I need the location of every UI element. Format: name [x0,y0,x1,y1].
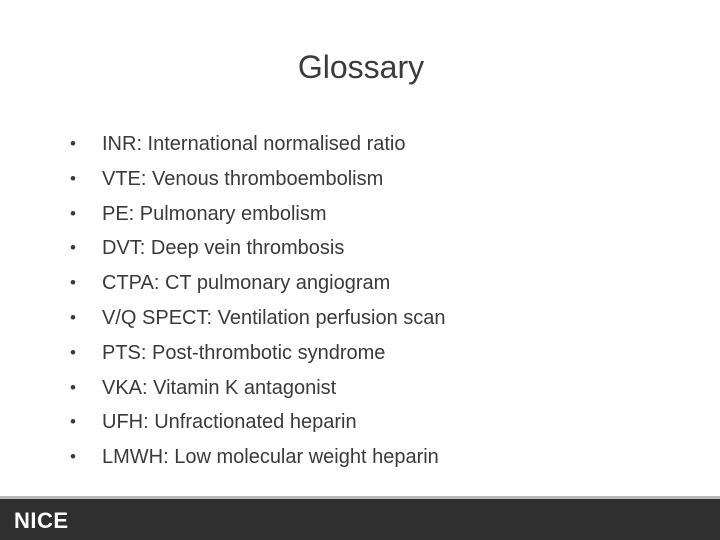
glossary-item-text: PE: Pulmonary embolism [102,202,327,225]
glossary-item-text: INR: International normalised ratio [102,133,406,155]
glossary-item-text: DVT: Deep vein thrombosis [102,237,345,260]
glossary-item-text: CTPA: CT pulmonary angiogram [102,272,391,295]
bullet-icon: • [70,342,76,362]
slide-title: Glossary [297,49,425,85]
glossary-item-text: V/Q SPECT: Ventilation perfusion scan [102,306,446,329]
glossary-item-text: PTS: Post-thrombotic syndrome [102,341,386,364]
bullet-icon: • [70,273,76,293]
bullet-icon: • [70,447,76,467]
bullet-icon: • [70,238,76,258]
bullet-icon: • [70,412,76,432]
nice-logo: NICE [14,508,69,533]
glossary-item-text: VKA: Vitamin K antagonist [102,376,337,399]
footer-bar [0,499,720,540]
glossary-item-text: UFH: Unfractionated heparin [102,411,357,434]
bullet-icon: • [70,168,76,188]
glossary-item-text: VTE: Venous thromboembolism [102,167,384,190]
glossary-item-text: LMWH: Low molecular weight heparin [102,446,439,469]
bullet-icon: • [70,134,76,153]
bullet-icon: • [70,307,76,327]
bullet-icon: • [70,203,76,223]
bullet-icon: • [70,377,76,397]
